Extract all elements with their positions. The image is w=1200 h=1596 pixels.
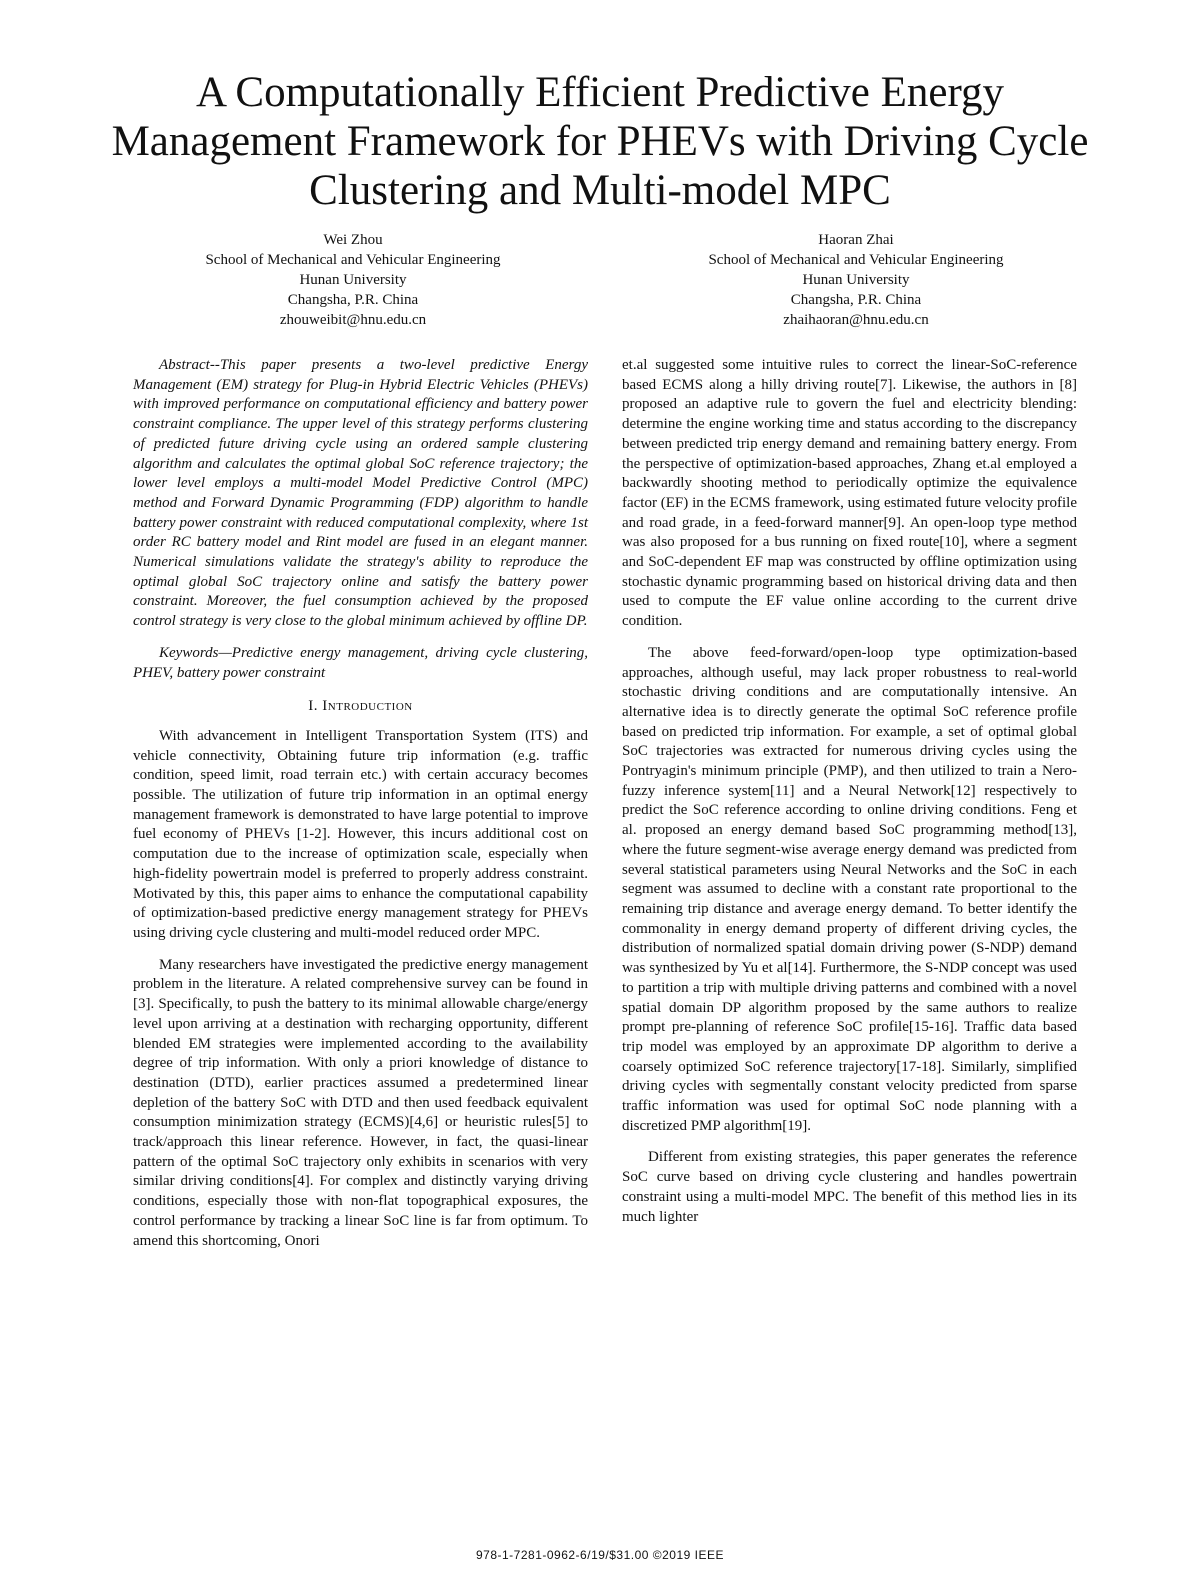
author-email: zhaihaoran@hnu.edu.cn bbox=[783, 312, 929, 328]
abstract: Abstract--This paper presents a two-level predictive Energy Management (EM) strategy for Plug-in Hybrid Electric Vehicles (PHEVs) with improved performance on computational efficiency and battery power constraint compliance. The upper level of this strategy performs clustering of predicted future driving cycle using an ordered sample clustering algorithm and calculates the optimal global SoC reference trajectory; the lower level employs a multi-model Model Predictive Control (MPC) method and Forward Dynamic Programming (FDP) algorithm to handle battery power constraint with reduced computational complexity, where 1st order RC battery model and Rint model are fused in an elegant manner. Numerical simulations validate the strategy's ability to reproduce the optimal global SoC trajectory online and satisfy the battery power constraint. Moreover, the fuel consumption achieved by the proposed control strategy is very close to the global minimum achieved by offline DP. bbox=[133, 357, 588, 630]
keywords: Keywords—Predictive energy management, driving cycle clustering, PHEV, battery power constraint bbox=[133, 644, 588, 681]
author-department: School of Mechanical and Vehicular Engineering bbox=[205, 252, 501, 268]
body-paragraph: The above feed-forward/open-loop type optimization-based approaches, although useful, may lack proper robustness to real-world stochastic driving conditions and are computationally intensive. An alternative idea is to directly generate the optimal SoC reference profile based on predicted trip information. For example, a set of optimal global SoC trajectories was extracted for numerous driving cycles using the Pontryagin's minimum principle (PMP), and then utilized to train a Nero-fuzzy inference system[11] and a Neural Network[12] respectively to predict the SoC reference according to online driving conditions. Feng et al. proposed an energy demand based SoC programming method[13], where the future segment-wise average energy demand was predicted from several statistical parameters using Neural Networks and the SoC in each segment was assumed to decline with a constant rate proportional to the remaining trip distance and average energy demand. To better identify the commonality in energy demand property of different driving cycles, the distribution of normalized spatial domain driving power (S-NDP) demand was synthesized by Yu et al[14]. Furthermore, the S-NDP concept was used to partition a trip with multiple driving patterns and combined with a novel spatial domain DP algorithm proposed by the same authors to realize prompt pre-planning of reference SoC profile[15-16]. Traffic data based trip model was employed by an approximate DP algorithm to derive a coarsely optimized SoC reference trajectory[17-18]. Similarly, simplified driving cycles with segmentally constant velocity predicted from sparse traffic information was used for optimal SoC node planning with a discretized PMP algorithm[19]. bbox=[622, 644, 1077, 1134]
body-paragraph: Different from existing strategies, this paper generates the reference SoC curve based on driving cycle clustering and handles powertrain constraint using a multi-model MPC. The benefit of this method lies in its much lighter bbox=[622, 1149, 1077, 1225]
author-department: School of Mechanical and Vehicular Engineering bbox=[708, 252, 1004, 268]
author-university: Hunan University bbox=[299, 272, 407, 288]
body-paragraph: Many researchers have investigated the predictive energy management problem in the literature. A related comprehensive survey can be found in [3]. Specifically, to push the battery to its minimal allowable charge/energy level upon arriving at a destination with recharging opportunity, different blended EM strategies were implemented according to the availability degree of trip information. With only a priori knowledge of distance to destination (DTD), earlier practices assumed a predetermined linear depletion of the battery SoC with DTD and then used feedback equivalent consumption minimization strategy (ECMS)[4,6] or heuristic rules[5] to track/approach this linear reference. However, in fact, the quasi-linear pattern of the optimal SoC trajectory only exhibits in scenarios with very similar driving conditions[4]. For complex and distinctly varying driving conditions, especially those with non-flat topographical exposures, the control performance by tracking a linear SoC line is far from optimum. To amend this shortcoming, Onori bbox=[133, 956, 588, 1249]
paper-title: A Computationally Efficient Predictive Energy Management Framework for PHEVs with Driving Cycle Clustering and Multi-model MPC bbox=[111, 69, 1089, 214]
copyright-footer: 978-1-7281-0962-6/19/$31.00 ©2019 IEEE bbox=[475, 1548, 724, 1562]
section-heading bbox=[133, 697, 588, 717]
author-block-1 bbox=[133, 230, 573, 330]
author-location: Changsha, P.R. China bbox=[287, 292, 419, 308]
section-number: I. bbox=[308, 698, 319, 715]
left-column bbox=[133, 356, 588, 1263]
author-name: Wei Zhou bbox=[323, 232, 383, 248]
author-email: zhouweibit@hnu.edu.cn bbox=[279, 312, 427, 328]
author-block-2 bbox=[636, 230, 1076, 330]
author-location: Changsha, P.R. China bbox=[790, 292, 922, 308]
body-paragraph: et.al suggested some intuitive rules to correct the linear-SoC-reference based ECMS along a hilly driving route[7]. Likewise, the authors in [8] proposed an adaptive rule to govern the fuel and electricity blending: determine the engine working time and status according to the discrepancy between predicted trip energy demand and remaining battery energy. From the perspective of optimization-based approaches, Zhang et.al employed a backwardly shooting method to periodically optimize the equivalence factor (EF) in the ECMS framework, using estimated future velocity profile and road grade, in a feed-forward manner[9]. An open-loop type method was also proposed for a bus running on fixed route[10], where a segment and SoC-dependent EF map was constructed by offline optimization using stochastic dynamic programming based on historical driving data and then used to compute the EF value online according to the current drive condition. bbox=[622, 357, 1077, 630]
body-paragraph: With advancement in Intelligent Transportation System (ITS) and vehicle connectivity, Obtaining future trip information (e.g. traffic condition, speed limit, road terrain etc.) with certain accuracy becomes possible. The utilization of future trip information in an optimal energy management framework is demonstrated to have large potential to improve fuel economy of PHEVs [1-2]. However, this incurs additional cost on computation due to the increase of optimization scale, especially when high-fidelity powertrain model is preferred to properly address constraint. Motivated by this, this paper aims to enhance the computational capability of optimization-based predictive energy management strategy for PHEVs using driving cycle clustering and multi-model reduced order MPC. bbox=[133, 727, 588, 941]
author-name: Haoran Zhai bbox=[818, 232, 894, 248]
right-column bbox=[622, 356, 1077, 1239]
section-title: Introduction bbox=[322, 698, 413, 715]
author-university: Hunan University bbox=[802, 272, 910, 288]
